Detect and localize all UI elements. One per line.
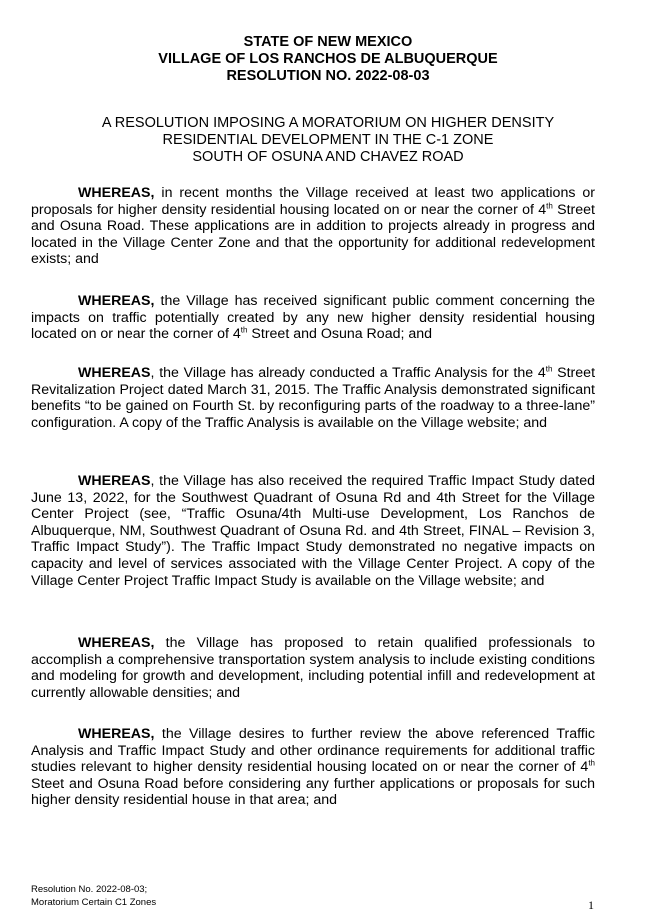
whereas-keyword: WHEREAS,: [78, 293, 155, 309]
subtitle-line-2: RESIDENTIAL DEVELOPMENT IN THE C-1 ZONE: [162, 132, 494, 148]
paragraph-text: Street and Osuna Road. These applications are in addition to projects already in progress and located in the Village Center Zone and that the opportunity for additional redevelopment exists; and: [31, 201, 595, 268]
superscript: th: [588, 758, 595, 768]
page-number: 1: [588, 898, 594, 912]
whereas-keyword: WHEREAS,: [78, 635, 155, 651]
whereas-paragraph-4: [31, 473, 595, 589]
whereas-keyword: WHEREAS,: [78, 185, 155, 201]
header-line-state: STATE OF NEW MEXICO: [243, 34, 413, 50]
header-line-village: VILLAGE OF LOS RANCHOS DE ALBUQUERQUE: [158, 51, 498, 67]
paragraph-text: in recent months the Village received at least two applications or proposals for higher density residential housing located on or near the corner of 4: [31, 185, 595, 218]
whereas-paragraph-6: [31, 726, 595, 809]
whereas-paragraph-5: [31, 635, 595, 701]
whereas-paragraph-2: [31, 293, 595, 343]
superscript: th: [546, 200, 553, 210]
header-line-resolution: RESOLUTION NO. 2022-08-03: [226, 68, 430, 84]
whereas-keyword: WHEREAS: [78, 473, 151, 489]
whereas-keyword: WHEREAS: [78, 365, 151, 381]
whereas-paragraph-1: [31, 185, 595, 268]
paragraph-text: , the Village has also received the required Traffic Impact Study dated June 13, 2022, for the Southwest Quadrant of Osuna Rd and 4th Street for the Village Center Project (see, “Traffic Osuna/4th Multi-use Development, Los Ranchos de Albuquerque, NM, Southwest Quadrant of Osuna Rd. and 4th Street, FINAL – Revision 3, Traffic Impact Study”). The Traffic Impact Study demonstrated no negative impacts on capacity and level of services associated with the Village Center Project. A copy of the Village Center Project Traffic Impact Study is available on the Village website; and: [31, 473, 595, 589]
subtitle-line-3: SOUTH OF OSUNA AND CHAVEZ ROAD: [192, 149, 464, 165]
superscript: th: [545, 364, 553, 374]
paragraph-text: Steet and Osuna Road before considering any further applications or proposals for such higher density residential house in that area; and: [31, 775, 595, 809]
paragraph-text: Street Revitalization Project dated March 31, 2015. The Traffic Analysis demonstrated significant benefits “to be gained on Fourth St. by reconfiguring parts of the roadway to a three-lane” configuration. A copy of the Traffic Analysis is available on the Village website; and: [31, 365, 596, 431]
footer-subject: Moratorium Certain C1 Zones: [31, 897, 157, 908]
whereas-paragraph-3: [31, 365, 595, 431]
subtitle-line-1: A RESOLUTION IMPOSING A MORATORIUM ON HIGHER DENSITY: [101, 115, 555, 131]
paragraph-text: the Village has received significant public comment concerning the impacts on traffic potentially created by any new higher density residential housing located on or near the corner of 4: [31, 293, 595, 343]
whereas-keyword: WHEREAS,: [78, 726, 155, 742]
superscript: th: [240, 325, 248, 335]
paragraph-text: Street and Osuna Road; and: [247, 326, 433, 343]
paragraph-text: , the Village has already conducted a Traffic Analysis for the 4: [150, 365, 546, 381]
paragraph-text: the Village desires to further review the above referenced Traffic Analysis and Traffic Impact Study and other ordinance requirements for additional traffic studies relevant to higher density residential housing located on or near the corner of 4: [31, 726, 595, 776]
footer-resolution-number: Resolution No. 2022-08-03;: [31, 884, 148, 895]
paragraph-text: the Village has proposed to retain qualified professionals to accomplish a comprehensive transportation system analysis to include existing conditions and modeling for growth and development, including potential infill and redevelopment at currently allowable densities; and: [31, 635, 595, 701]
